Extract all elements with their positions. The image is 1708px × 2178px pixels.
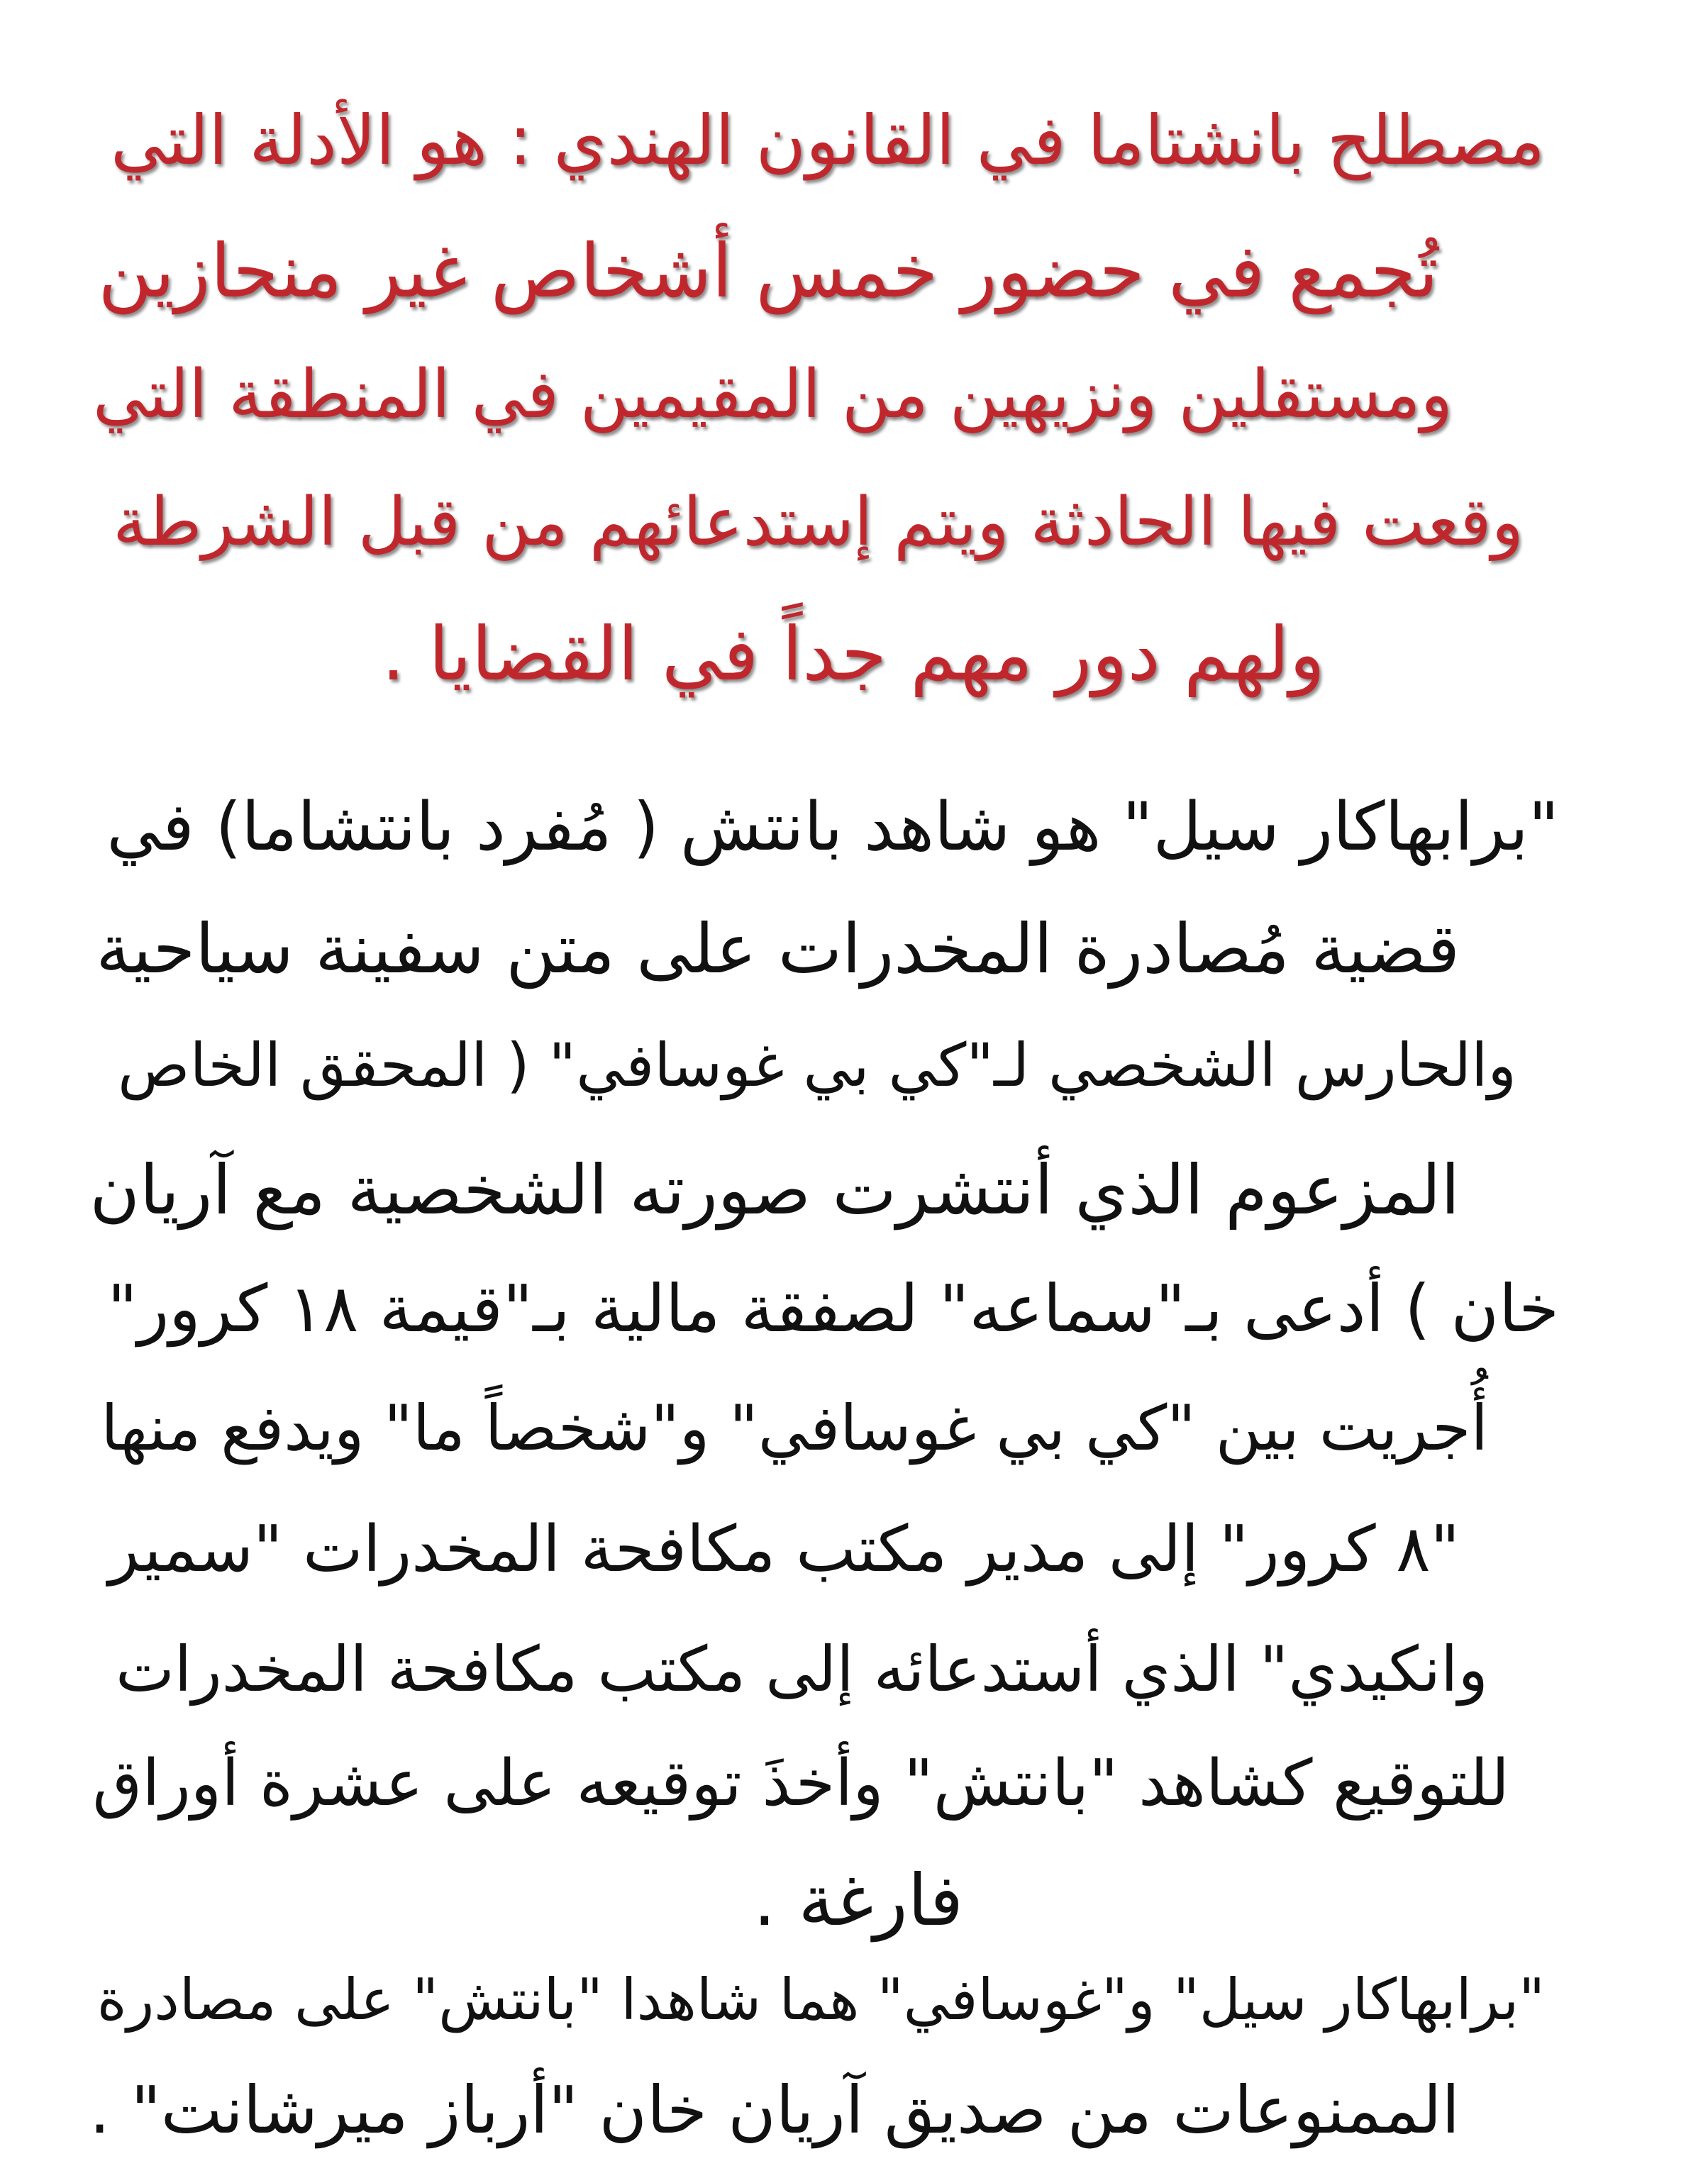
heading-line: وقعت فيها الحادثة ويتم إستدعائهم من قبل الشرطة (113, 484, 1524, 561)
paragraph-line: أُجريت بين "كي بي غوسافي" و"شخصاً ما" ويدفع منها (101, 1391, 1488, 1465)
heading-line: مصطلح بانشتاما في القانون الهندي : هو الأدلة التي (111, 101, 1545, 180)
paragraph-line: قضية مُصادرة المخدرات على متن سفينة سياحية (96, 909, 1460, 989)
paragraph-line: خان ) أدعى بـ"سماعه" لصفقة مالية بـ"قيمة ١٨ كرور" (107, 1271, 1559, 1347)
paragraph-line: للتوقيع كشاهد "بانتش" وأخذَ توقيعه على عشرة أوراق (92, 1746, 1509, 1821)
paragraph-line: الممنوعات من صديق آريان خان "أرباز ميرشانت" . (89, 2072, 1460, 2148)
paragraph-line: والحارس الشخصي لـ"كي بي غوسافي" ( المحقق الخاص (118, 1030, 1516, 1100)
paragraph-line: "٨ كرور" إلى مدير مكتب مكافحة المخدرات "سمير (108, 1512, 1460, 1587)
paragraph-line: فارغة . (753, 1859, 963, 1942)
paragraph-line: "برابهاكار سيل" و"غوسافي" هما شاهدا "بانتش" على مصادرة (96, 1967, 1545, 2033)
heading-line: تُجمع في حضور خمس أشخاص غير منحازين (98, 228, 1438, 314)
paragraph-line: وانكيدي" الذي أستدعائه إلى مكتب مكافحة المخدرات (115, 1633, 1488, 1706)
paragraph-line: "برابهاكار سيل" هو شاهد بانتش ( مُفرد بانتشاما) في (106, 789, 1559, 866)
heading-line: ولهم دور مهم جداً في القضايا . (382, 611, 1325, 697)
heading-line: ومستقلين ونزيهين من المقيمين في المنطقة التي (92, 356, 1453, 433)
paragraph-line: المزعوم الذي أنتشرت صورته الشخصية مع آريان (89, 1150, 1460, 1230)
